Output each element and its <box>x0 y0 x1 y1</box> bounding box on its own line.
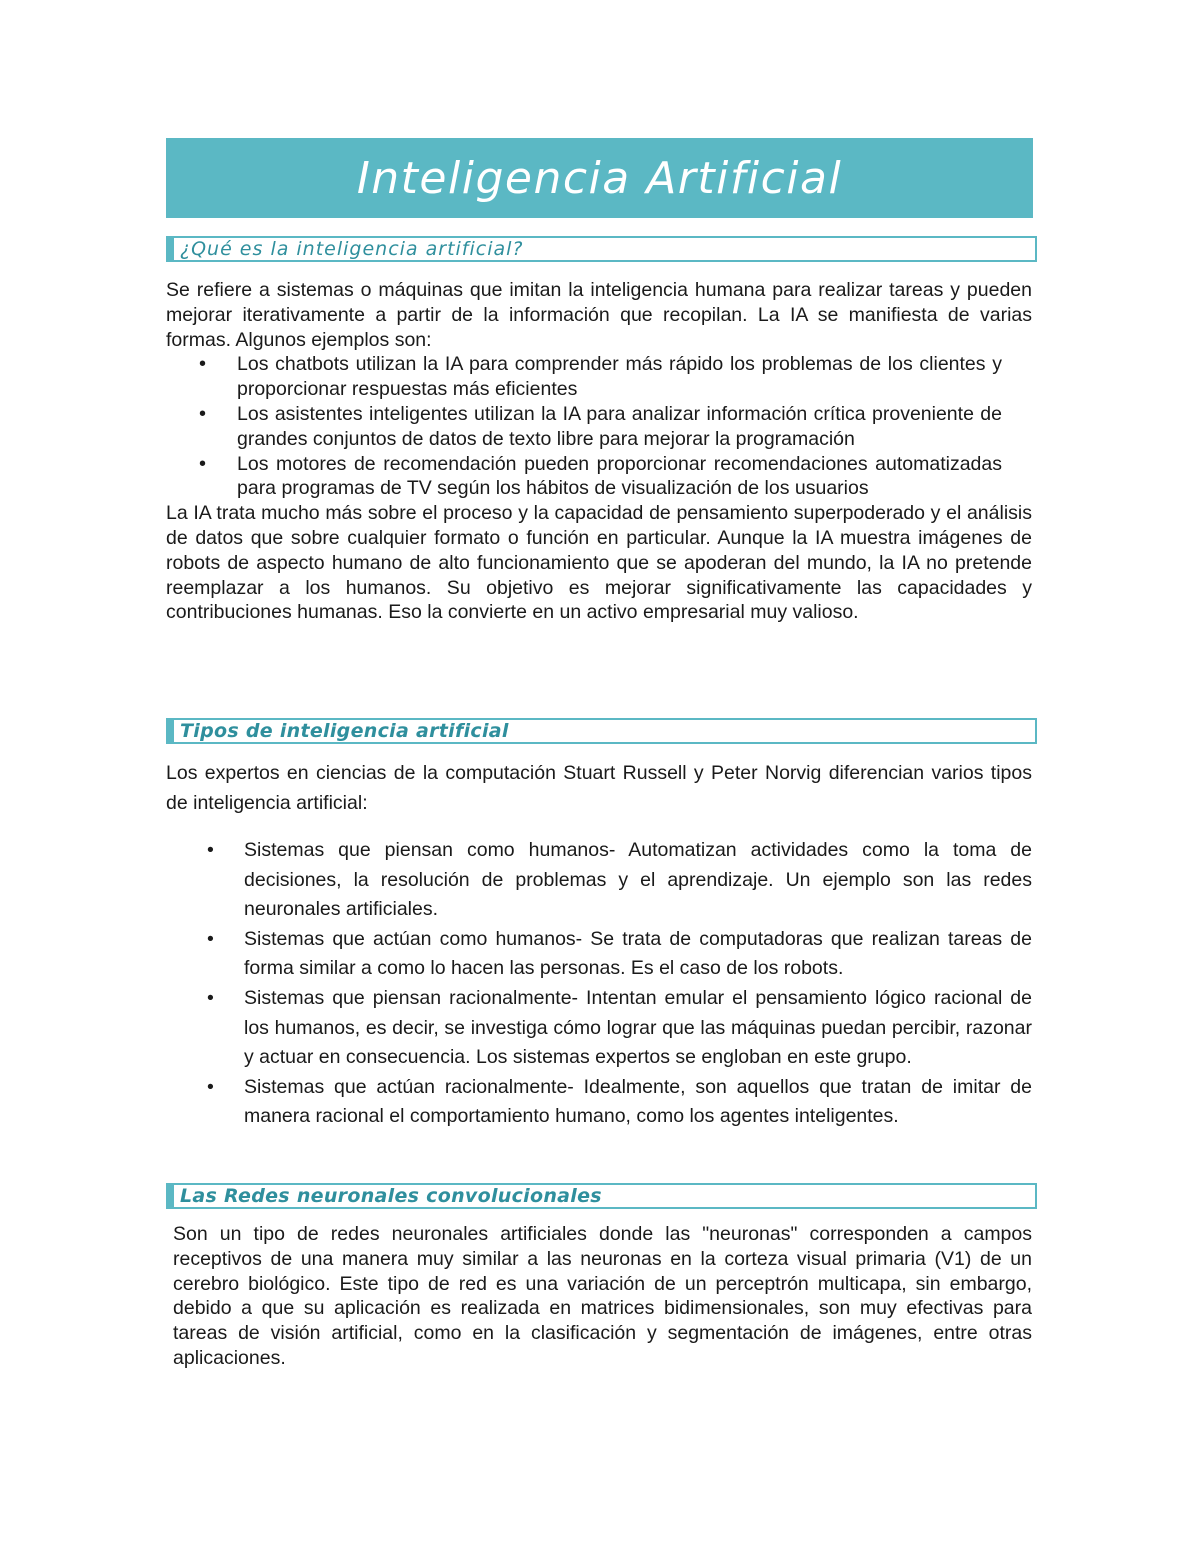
section-body-tipos <box>166 758 1032 818</box>
paragraph-intro: Se refiere a sistemas o máquinas que imitan la inteligencia humana para realizar tareas y pueden mejorar iterativamente a partir de la información que recopilan. La IA se manifiesta de varias formas. Algunos ejemplos son: <box>166 279 1032 351</box>
list-item: • Sistemas que actúan como humanos- Se trata de computadoras que realizan tareas de forma similar a como lo hacen las personas. Es el caso de los robots. <box>166 925 1032 984</box>
section-heading-que-es <box>166 236 1037 262</box>
bullet-list-types <box>166 836 1032 1132</box>
list-item: • Sistemas que actúan racionalmente- Idealmente, son aquellos que tratan de imitar de manera racional el comportamiento humano, como los agentes inteligentes. <box>166 1073 1032 1132</box>
paragraph-body: Son un tipo de redes neuronales artificiales donde las "neuronas" corresponden a campos receptivos de una manera muy similar a las neuronas en la corteza visual primaria (V1) de un cerebro biológico. Este tipo de red es una variación de un perceptrón multicapa, sin embargo, debido a que su aplicación es realizada en matrices bidimensionales, son muy efectivas para tareas de visión artificial, como en la clasificación y segmentación de imágenes, entre otras aplicaciones. <box>173 1223 1032 1369</box>
list-item: • Los motores de recomendación pueden proporcionar recomendaciones automatizadas para programas de TV según los hábitos de visualización de los usuarios <box>166 452 1002 502</box>
title-banner <box>166 138 1033 218</box>
bullet-list-examples <box>166 352 1032 501</box>
list-item: • Los asistentes inteligentes utilizan la IA para analizar información crítica proveniente de grandes conjuntos de datos de texto libre para mejorar la programación <box>166 402 1002 452</box>
list-item: • Sistemas que piensan racionalmente- Intentan emular el pensamiento lógico racional de los humanos, es decir, se investiga cómo lograr que las máquinas puedan percibir, razonar y actuar en consecuencia. Los sistemas expertos se engloban en este grupo. <box>166 984 1032 1073</box>
list-item: • Los chatbots utilizan la IA para comprender más rápido los problemas de los clientes y proporcionar respuestas más eficientes <box>166 352 1002 402</box>
section-heading-text: Tipos de inteligencia artificial <box>180 720 509 742</box>
section-body-redes <box>173 1222 1032 1371</box>
paragraph-intro: Los expertos en ciencias de la computación Stuart Russell y Peter Norvig diferencian varios tipos de inteligencia artificial: <box>166 762 1032 814</box>
section-heading-text: ¿Qué es la inteligencia artificial? <box>180 238 524 260</box>
document-title: Inteligencia Artificial <box>356 152 843 204</box>
section-body-que-es <box>166 278 1032 625</box>
section-heading-tipos <box>166 718 1037 744</box>
section-heading-text: Las Redes neuronales convolucionales <box>180 1185 602 1207</box>
list-item: • Sistemas que piensan como humanos- Automatizan actividades como la toma de decisiones, la resolución de problemas y el aprendizaje. Un ejemplo son las redes neuronales artificiales. <box>166 836 1032 925</box>
section-heading-redes <box>166 1183 1037 1209</box>
paragraph-closing: La IA trata mucho más sobre el proceso y la capacidad de pensamiento superpoderado y el análisis de datos que sobre cualquier formato o función en particular. Aunque la IA muestra imágenes de robots de aspecto humano de alto funcionamiento que se apoderan del mundo, la IA no pretende reemplazar a los humanos. Su objetivo es mejorar significativamente las capacidades y contribuciones humanas. Eso la convierte en un activo empresarial muy valioso. <box>166 502 1032 624</box>
